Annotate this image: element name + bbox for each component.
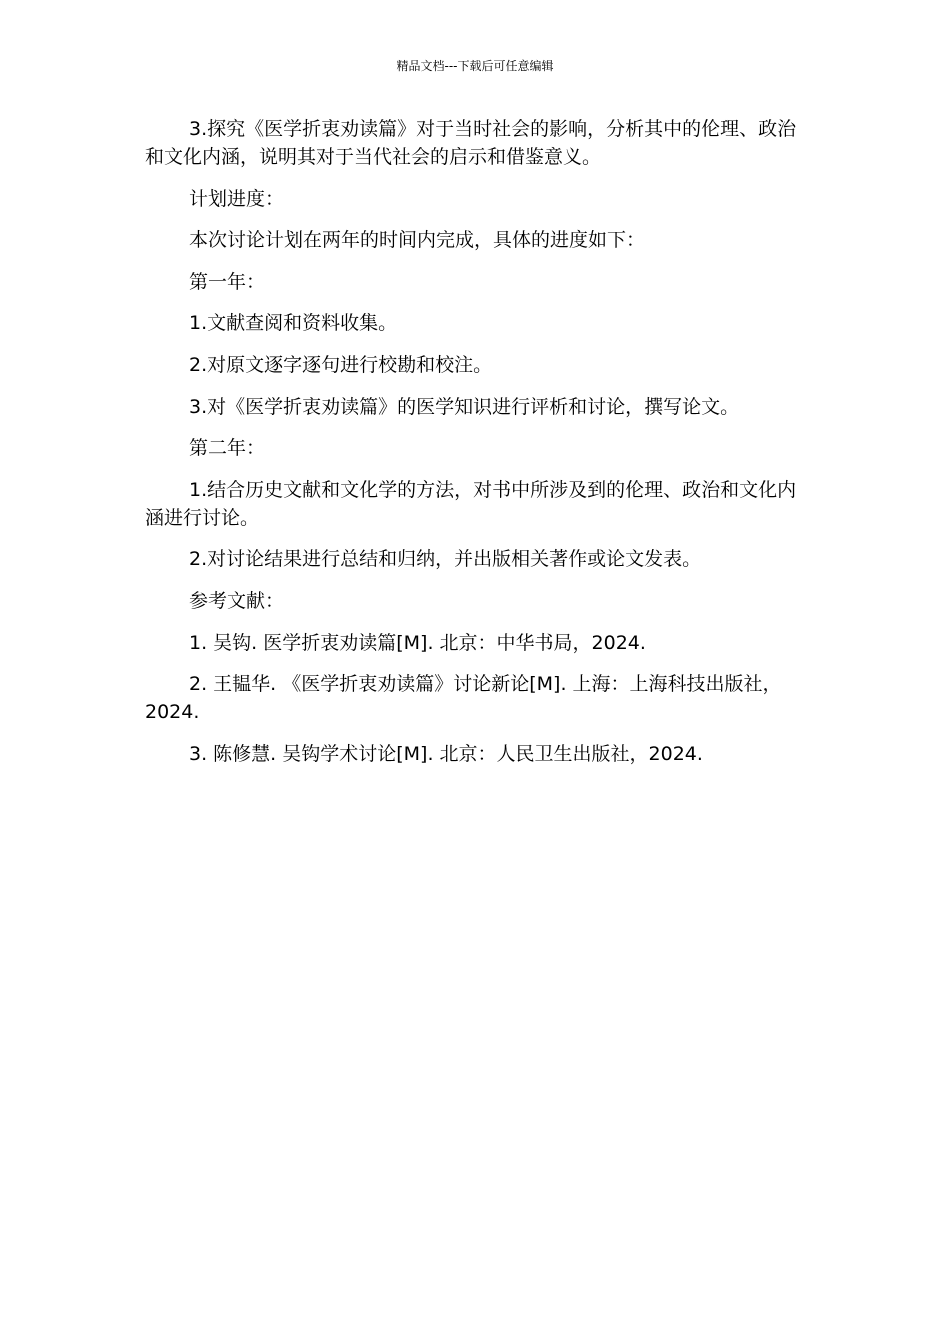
references-heading: 参考文献： <box>189 589 285 612</box>
year-two-item-2: 2.对讨论结果进行总结和归纳，并出版相关著作或论文发表。 <box>189 548 702 571</box>
year-one-item-2: 2.对原文逐字逐句进行校勘和校注。 <box>189 353 493 376</box>
year-one-item-3: 3.对《医学折衷劝读篇》的医学知识进行评析和讨论，撰写论文。 <box>189 395 740 418</box>
reference-1: 1. 吴钩. 医学折衷劝读篇[M]. 北京：中华书局，2024. <box>189 631 646 654</box>
page-header: 精品文档---下载后可任意编辑 <box>396 59 554 73</box>
reference-3: 3. 陈修慧. 吴钩学术讨论[M]. 北京：人民卫生出版社，2024. <box>189 742 703 765</box>
research-goal-3: 3.探究《医学折衷劝读篇》对于当时社会的影响，分析其中的伦理、政治和文化内涵，说明其对于当代社会的启示和借鉴意义。 <box>145 118 797 168</box>
year-one-heading: 第一年： <box>189 270 266 293</box>
year-two-item-1: 1.结合历史文献和文化学的方法，对书中所涉及到的伦理、政治和文化内涵进行讨论。 <box>145 478 797 529</box>
reference-2: 2. 王韫华. 《医学折衷劝读篇》讨论新论[M]. 上海：上海科技出版社，2024. <box>145 673 782 724</box>
schedule-heading: 计划进度： <box>189 187 285 210</box>
year-one-item-1: 1.文献查阅和资料收集。 <box>189 312 398 335</box>
schedule-intro: 本次讨论计划在两年的时间内完成，具体的进度如下： <box>189 229 646 252</box>
year-two-heading: 第二年： <box>189 437 266 460</box>
document-body <box>145 115 805 781</box>
